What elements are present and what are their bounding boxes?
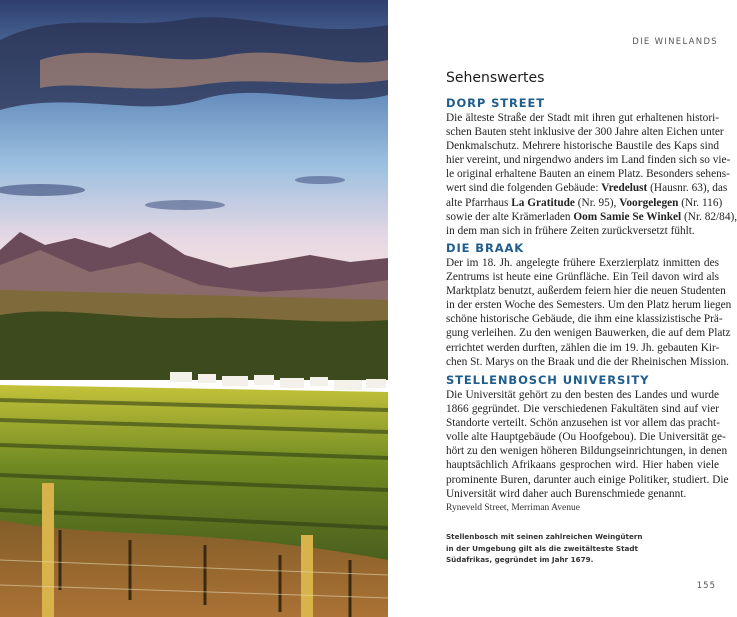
body-text-line — [446, 430, 726, 444]
body-text-line — [446, 458, 719, 472]
section-stellenbosch-university — [446, 373, 729, 513]
section-die-braak — [446, 241, 732, 369]
section-body — [446, 256, 732, 369]
body-text-line — [446, 473, 729, 487]
text-run: hört zu den wenigen höheren Bildungseinrichtungen, in denen — [446, 445, 728, 458]
text-run: Zentrums ist heute eine Grünfläche. Ein Teil davon wird als — [446, 271, 719, 284]
page-number: 155 — [696, 581, 716, 591]
body-text-line — [446, 388, 719, 402]
text-run: schöne historische Gebäude, die ihm eine klassizistische Prä- — [446, 313, 723, 326]
body-text-line — [446, 210, 737, 224]
body-text-line — [446, 196, 723, 210]
body-text-line — [446, 355, 730, 369]
body-text-line — [446, 284, 726, 298]
page-title: Sehenswertes — [446, 70, 545, 86]
text-run: prominente Buren, darunter auch einige Politiker, studiert. Die — [446, 473, 729, 486]
text-run: sowie der alte Krämerladen — [446, 210, 574, 223]
body-text-line — [446, 402, 719, 416]
bold-building-name: Vredelust — [601, 182, 648, 195]
body-text-line — [446, 416, 719, 430]
bold-building-name: Oom Samie Se Winkel — [573, 210, 682, 223]
photo-caption — [446, 531, 706, 566]
text-run: 1866 gegründet. Die verschiedenen Fakultäten sind auf vier — [446, 403, 719, 416]
text-run: Die Universität gehört zu den besten des Landes und wurde — [446, 389, 719, 401]
bold-building-name: Voorgelegen — [619, 196, 679, 209]
text-run: errichtet werden durften, zählen die im 19. Jh. gebauten Kir- — [446, 341, 720, 354]
text-run: Der im 18. Jh. angelegte frühere Exerzierplatz inmitten des — [446, 257, 719, 269]
bold-building-name: La Gratitude — [511, 196, 575, 209]
section-heading: STELLENBOSCH UNIVERSITY — [446, 373, 650, 387]
text-run: wert sind die folgenden Gebäude: — [446, 182, 602, 195]
text-run: Die älteste Straße der Stadt mit ihren gut erhaltenen histori- — [446, 112, 719, 124]
body-text-line — [446, 341, 719, 355]
text-run: alte Pfarrhaus — [446, 196, 512, 209]
text-run: (Nr. 82/84), — [681, 210, 737, 223]
body-text-line — [446, 139, 719, 153]
body-text-line — [446, 312, 723, 326]
body-text-line — [446, 153, 731, 167]
text-page — [388, 0, 737, 617]
body-text-line — [446, 298, 732, 312]
text-run: Denkmalschutz. Mehrere historische Baustile des Kaps sind — [446, 140, 719, 153]
caption-line: Südafrikas, gegründet im Jahr 1679. — [446, 555, 594, 564]
text-run: Standorte verteilt. Schön anzusehen ist vor allem das pracht- — [446, 417, 720, 430]
text-run: hauptsächlich Afrikaans gesprochen wird. Hier haben viele — [446, 459, 719, 472]
body-text-line — [446, 326, 731, 340]
body-text-line — [446, 256, 719, 270]
body-text-line — [446, 167, 730, 181]
text-run: Marktplatz benutzt, außerdem feiern hier die neuen Studenten — [446, 285, 726, 298]
text-run: chen St. Marys on the Braak und die der Rheinischen Mission. — [446, 355, 730, 368]
running-head: DIE WINELANDS — [632, 37, 718, 47]
body-text-line — [446, 270, 719, 284]
text-run: in der ersten Woche des Semesters. Um den Platz herum liegen — [446, 299, 732, 312]
text-run: (Nr. 116) — [678, 196, 723, 209]
text-run: Universität wird daher auch Burenschmiede genannt. — [446, 487, 687, 500]
text-run: in dem man sich in frühere Zeiten zurückversetzt fühlt. — [446, 224, 695, 237]
text-run: hier vereint, und nirgendwo anders im Land finden sich so vie- — [446, 154, 731, 167]
body-text-line — [446, 181, 728, 195]
body-text-line — [446, 125, 724, 139]
text-run: gung verleihen. Zu den wenigen Bauwerken, die auf dem Platz — [446, 327, 731, 340]
body-text-line — [446, 444, 728, 458]
text-run: le original erhaltene Bauten an einem Platz. Besonders sehens- — [446, 168, 730, 181]
address-line: Ryneveld Street, Merriman Avenue — [446, 502, 580, 513]
text-run: (Hausnr. 63), das — [647, 182, 728, 195]
caption-line: Stellenbosch mit seinen zahlreichen Weingütern — [446, 532, 643, 541]
text-run: schen Bauten steht inklusive der 300 Jahre alten Eichen unter — [446, 126, 724, 139]
section-heading: DORP STREET — [446, 96, 546, 110]
body-text-line — [446, 111, 719, 125]
body-text-line — [446, 487, 719, 501]
body-text-line — [446, 224, 719, 238]
section-body — [446, 388, 729, 501]
section-heading: DIE BRAAK — [446, 241, 525, 255]
text-run: (Nr. 95), — [574, 196, 620, 209]
section-body — [446, 111, 737, 238]
caption-line: in der Umgebung gilt als die zweitälteste Stadt — [446, 543, 638, 553]
text-run: volle alte Hauptgebäude (Ou Hoofgebou). Die Universität ge- — [446, 431, 726, 444]
section-dorp-street — [446, 96, 737, 238]
